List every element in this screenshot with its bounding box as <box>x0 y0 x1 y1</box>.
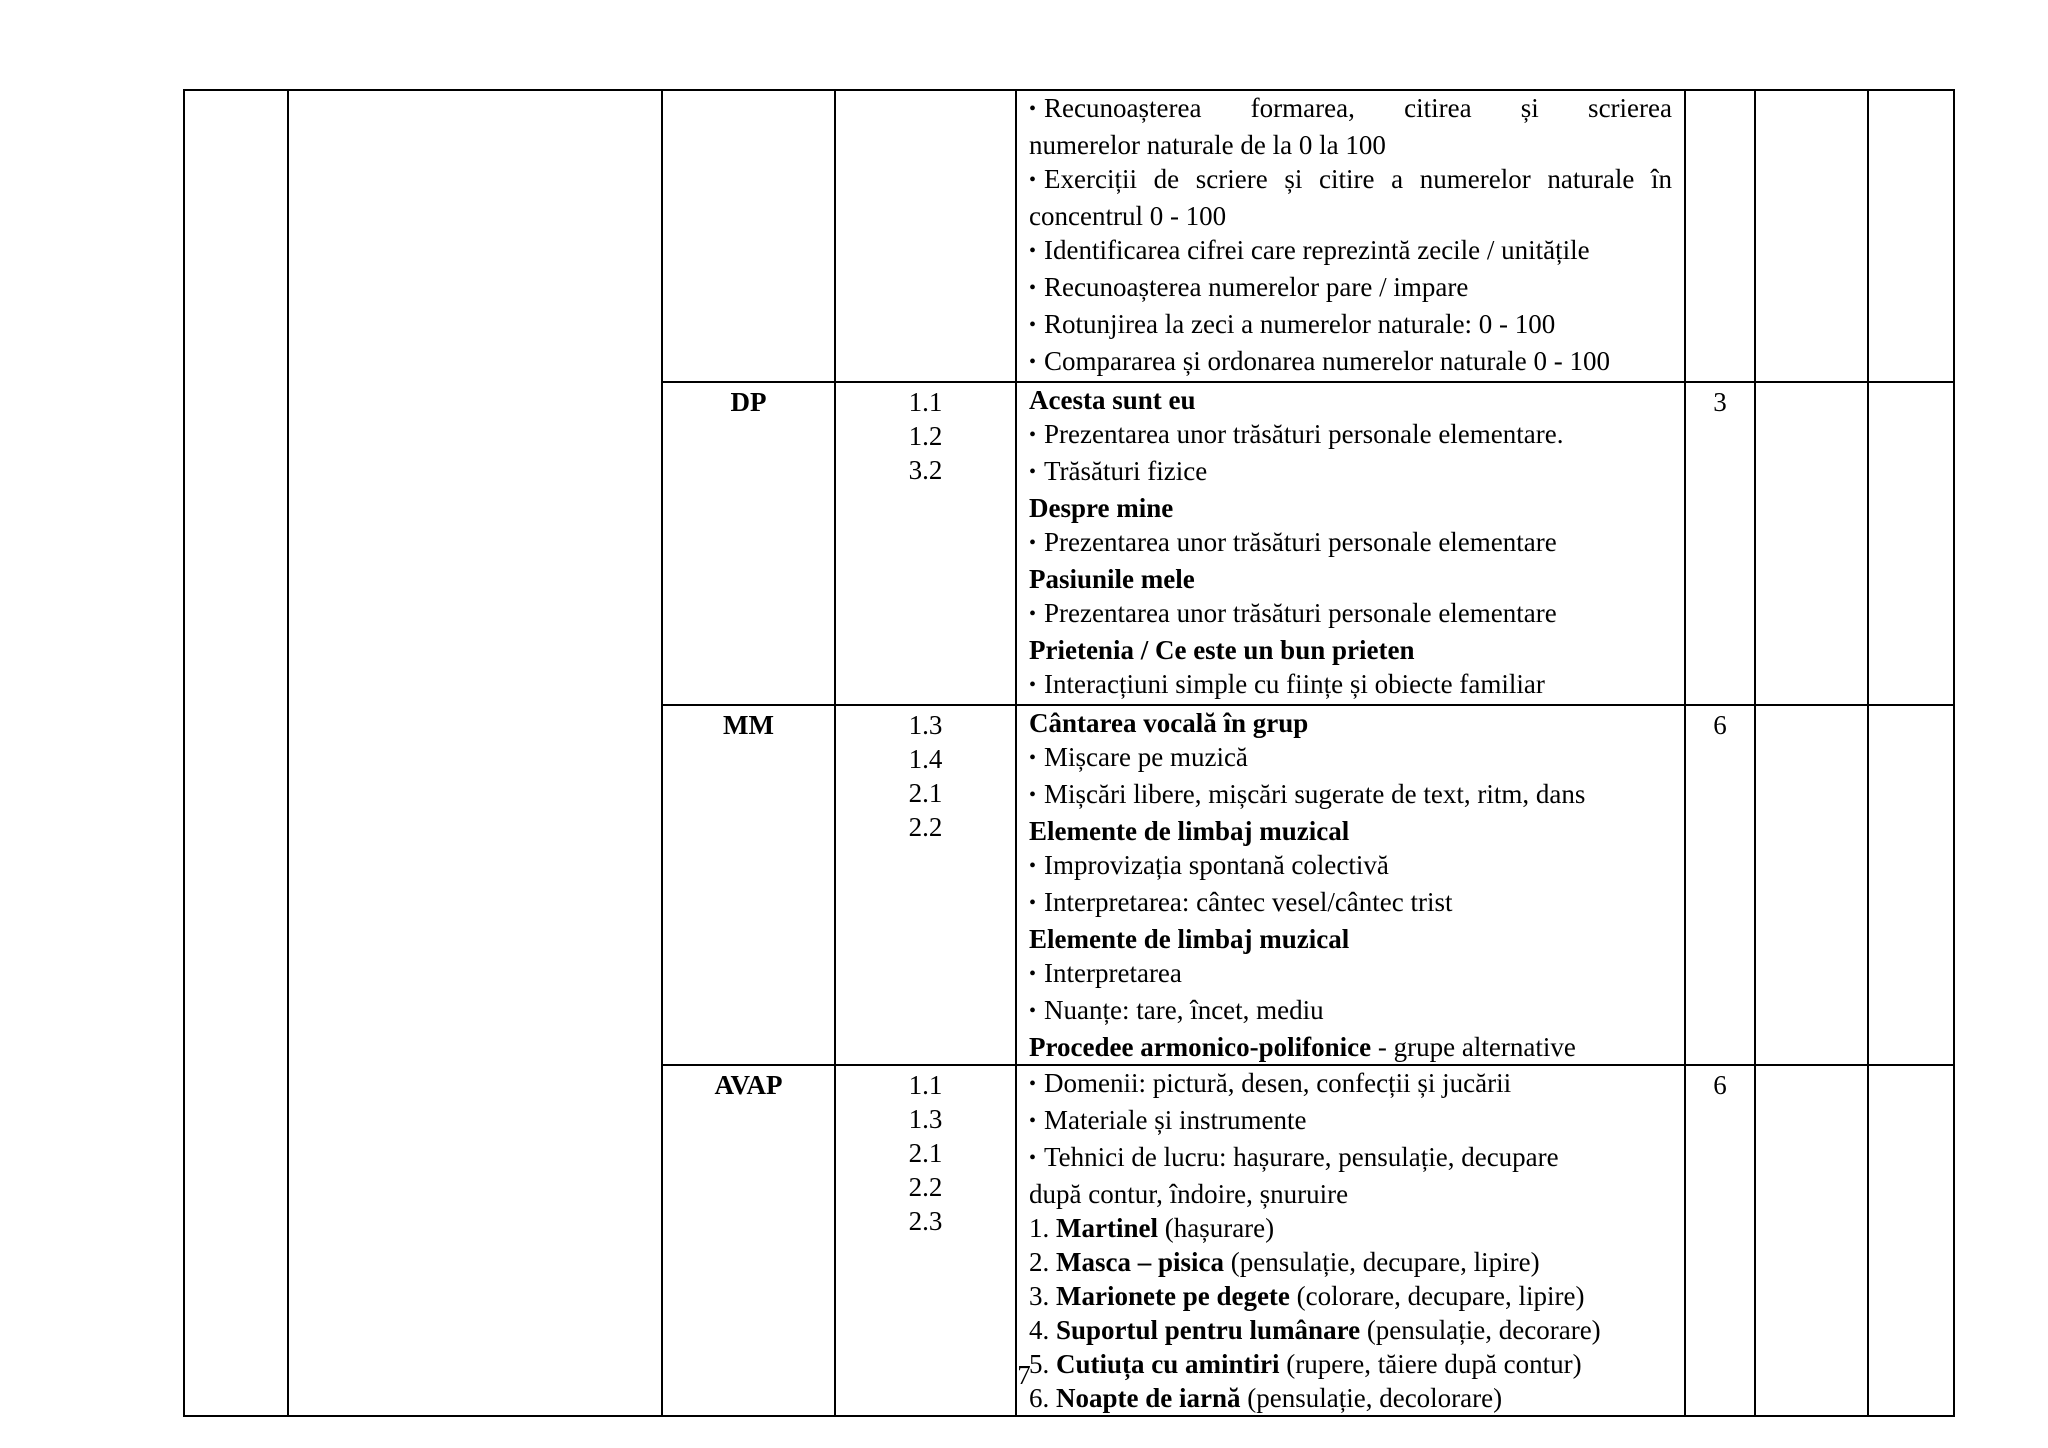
content-line: numerelor naturale de la 0 la 100 <box>1029 130 1386 160</box>
content-line: după contur, îndoire, șnuruire <box>1029 1179 1349 1209</box>
page-number: 7 <box>1017 1360 1031 1390</box>
content-line: 6. Noapte de iarnă (pensulație, decolorare) <box>1029 1383 1503 1413</box>
content-cell <box>1016 90 1685 382</box>
content-heading: Despre mine <box>1029 493 1174 523</box>
competency-code: 2.1 <box>908 1138 943 1168</box>
competency-code: 1.3 <box>908 710 943 740</box>
observations-cell <box>1868 90 1954 382</box>
hours-cell <box>1685 382 1755 705</box>
content-line: • Nuanțe: tare, încet, mediu <box>1029 993 1672 1030</box>
subject-label: MM <box>723 710 774 740</box>
content-line: • Prezentarea unor trăsături personale elementare <box>1029 596 1672 633</box>
content-heading: Prietenia / Ce este un bun prieten <box>1029 635 1415 665</box>
week-cell <box>1755 705 1868 1065</box>
content-line: • Recunoașterea formarea, citirea și scrierea <box>1029 91 1672 128</box>
competency-code: 1.1 <box>908 387 943 417</box>
content-line: • Improvizația spontană colectivă <box>1029 848 1672 885</box>
unit-number-cell <box>184 90 288 1416</box>
content-line: • Exerciții de scriere și citire a numerelor naturale în <box>1029 162 1672 199</box>
hours-value: 3 <box>1713 387 1727 417</box>
table-row <box>184 90 1954 382</box>
content-line: • Identificarea cifrei care reprezintă zecile / unitățile <box>1029 233 1672 270</box>
competency-code: 2.3 <box>908 1206 943 1236</box>
competency-code: 3.2 <box>908 455 943 485</box>
subject-label: DP <box>730 387 767 417</box>
content-line: • Materiale și instrumente <box>1029 1103 1672 1140</box>
content-line: • Trăsături fizice <box>1029 454 1672 491</box>
competency-code: 1.1 <box>908 1070 943 1100</box>
competency-code: 1.4 <box>908 744 943 774</box>
competency-code: 1.3 <box>908 1104 943 1134</box>
content-heading: Acesta sunt eu <box>1029 385 1196 415</box>
curriculum-table <box>183 89 1955 1417</box>
content-heading: Cântarea vocală în grup <box>1029 708 1309 738</box>
content-cell <box>1016 705 1685 1065</box>
content-line: • Interpretarea: cântec vesel/cântec trist <box>1029 885 1672 922</box>
subject-label: AVAP <box>714 1070 783 1100</box>
unit-title-cell <box>288 90 662 1416</box>
content-line: • Domenii: pictură, desen, confecții și jucării <box>1029 1066 1672 1103</box>
content-heading: Elemente de limbaj muzical <box>1029 816 1350 846</box>
content-line: • Rotunjirea la zeci a numerelor naturale: 0 - 100 <box>1029 307 1672 344</box>
content-line: • Tehnici de lucru: hașurare, pensulație, decupare <box>1029 1140 1672 1177</box>
content-line: 5. Cutiuța cu amintiri (rupere, tăiere după contur) <box>1029 1349 1582 1379</box>
content-line: • Prezentarea unor trăsături personale elementare <box>1029 525 1672 562</box>
competencies-cell <box>835 382 1016 705</box>
content-line: • Recunoașterea numerelor pare / impare <box>1029 270 1672 307</box>
content-line: • Interacțiuni simple cu ființe și obiecte familiar <box>1029 667 1672 704</box>
competencies-cell <box>835 705 1016 1065</box>
subject-cell <box>662 90 835 382</box>
content-line: • Interpretarea <box>1029 956 1672 993</box>
competency-code: 2.2 <box>908 1172 943 1202</box>
hours-cell <box>1685 90 1755 382</box>
observations-cell <box>1868 382 1954 705</box>
content-line: 1. Martinel (hașurare) <box>1029 1213 1275 1243</box>
content-line: • Prezentarea unor trăsături personale elementare. <box>1029 417 1672 454</box>
observations-cell <box>1868 705 1954 1065</box>
subject-cell <box>662 382 835 705</box>
content-cell <box>1016 382 1685 705</box>
competency-code: 2.2 <box>908 812 943 842</box>
table-body <box>184 90 1954 1416</box>
subject-cell <box>662 705 835 1065</box>
content-line: 3. Marionete pe degete (colorare, decupare, lipire) <box>1029 1281 1585 1311</box>
content-line: 4. Suportul pentru lumânare (pensulație, decorare) <box>1029 1315 1601 1345</box>
content-heading: Elemente de limbaj muzical <box>1029 924 1350 954</box>
competency-code: 1.2 <box>908 421 943 451</box>
content-heading: Pasiunile mele <box>1029 564 1195 594</box>
week-cell <box>1755 382 1868 705</box>
content-heading: Procedee armonico-polifonice - grupe alternative <box>1029 1032 1576 1062</box>
competency-code: 2.1 <box>908 778 943 808</box>
content-line: concentrul 0 - 100 <box>1029 201 1227 231</box>
content-line: • Compararea și ordonarea numerelor naturale 0 - 100 <box>1029 344 1672 381</box>
content-line: 2. Masca – pisica (pensulație, decupare, lipire) <box>1029 1247 1540 1277</box>
content-line: • Mișcare pe muzică <box>1029 740 1672 777</box>
hours-value: 6 <box>1713 1070 1727 1100</box>
hours-value: 6 <box>1713 710 1727 740</box>
content-line: • Mișcări libere, mișcări sugerate de text, ritm, dans <box>1029 777 1672 814</box>
hours-cell <box>1685 705 1755 1065</box>
competencies-cell <box>835 90 1016 382</box>
week-cell <box>1755 90 1868 382</box>
